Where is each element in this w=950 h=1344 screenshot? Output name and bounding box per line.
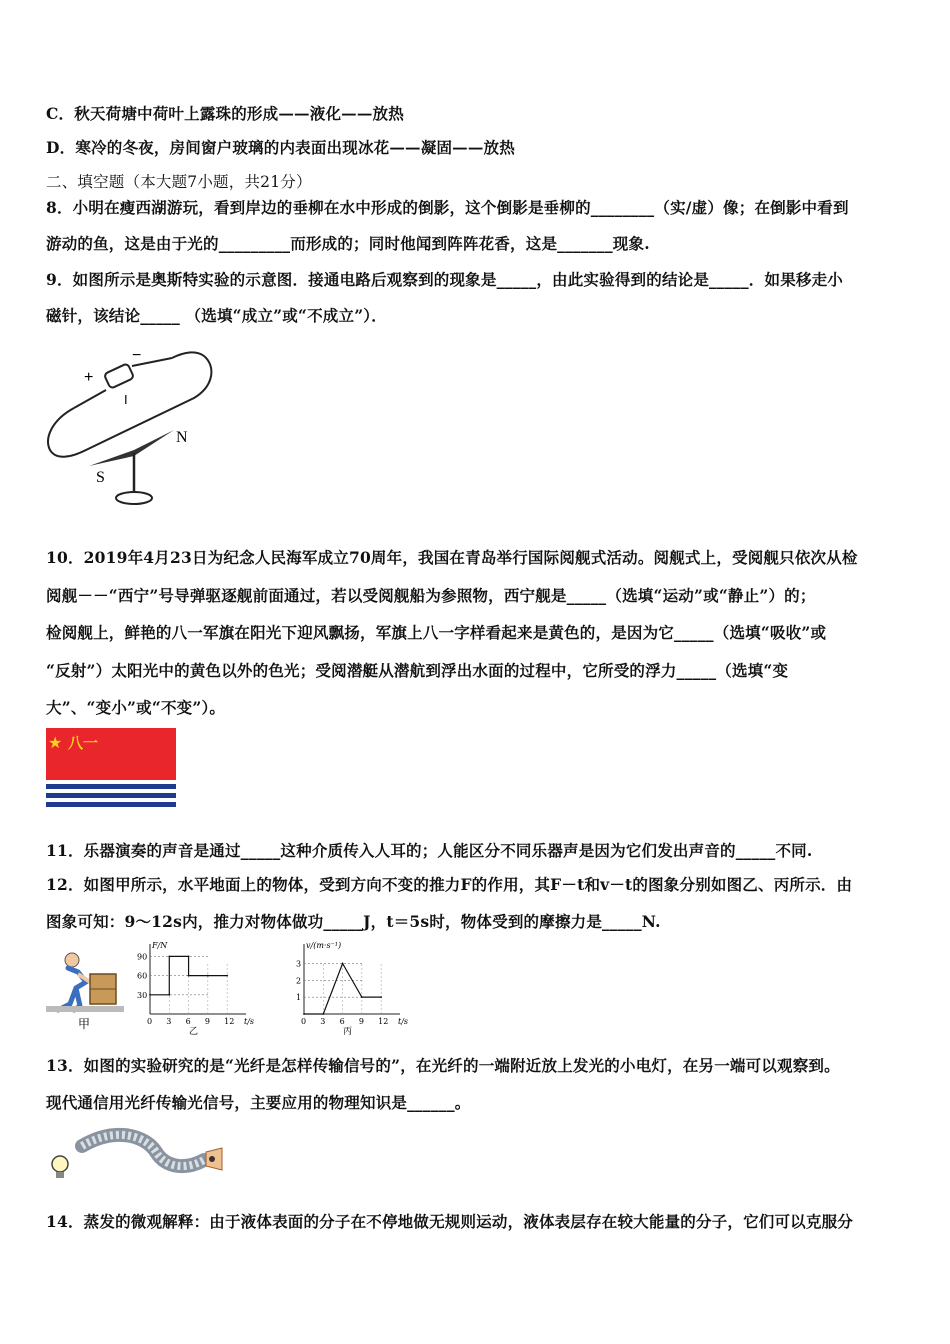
q14-line1: 14．蒸发的微观解释：由于液体表面的分子在不停地做无规则运动，液体表层存在较大能量的分子，它们可以克服分 [46,1212,853,1231]
current-label: I [124,392,128,407]
option-d: D．寒冷的冬夜，房间窗户玻璃的内表面出现冰花——凝固——放热 [46,138,515,157]
q13-line2: 现代通信用光纤传输光信号，主要应用的物理知识是______。 [46,1093,471,1112]
optical-fiber-figure [46,1126,226,1186]
ground [46,1006,124,1012]
fig-jia-label: 甲 [78,1017,91,1031]
y-tick-label: 90 [137,952,148,962]
south-label: S [96,469,105,486]
data-point [207,975,209,977]
q13-line1: 13．如图的实验研究的是“光纤是怎样传输信号的”，在光纤的一端附近放上发光的小电灯，在另一端可以观察到。 [46,1056,840,1075]
force-time-chart [128,940,253,1036]
y-axis-label: v/(m·s⁻¹) [306,941,342,950]
bulb-icon [52,1156,68,1172]
flag-blue-stripe [46,802,176,807]
data-point [322,1013,324,1015]
data-point [226,975,228,977]
x-tick-label: 12 [224,1017,235,1026]
velocity-time-chart [282,940,407,1036]
pupil [209,1156,215,1162]
option-c: C．秋天荷塘中荷叶上露珠的形成——液化——放热 [46,104,404,123]
x-tick-label: 0 [301,1017,307,1026]
x-tick-label: 3 [320,1017,326,1026]
y-axis-label: F/N [152,941,168,950]
data-point [342,963,344,965]
q9-line1: 9．如图所示是奥斯特实验的示意图．接通电路后观察到的现象是_____，由此实验得到的结论是_____．如果移走小 [46,270,843,289]
flag-blue-stripe [46,784,176,789]
q9-line2: 磁针，该结论_____ （选填“成立”或“不成立”）． [46,306,387,325]
chart-title: 丙 [343,1027,353,1037]
y-tick-label: 60 [137,971,148,981]
y-tick-label: 2 [296,976,302,986]
flag-blue-stripe [46,793,176,798]
x-axis-label: t/s [244,1017,255,1026]
stand-base [116,492,152,504]
wire-segment [74,390,106,408]
chart-title: 乙 [189,1027,199,1037]
x-tick-label: 12 [378,1017,389,1026]
q10-line5: 大”、“变小”或“不变”）。 [46,698,226,717]
data-point [303,1013,305,1015]
q8-line2: 游动的鱼，这是由于光的_________而形成的；同时他闻到阵阵花香，这是_______现象. [46,234,650,253]
x-tick-label: 6 [339,1017,345,1026]
north-label: N [176,429,188,446]
compass-needle [89,430,174,466]
q10-line4: “反射”）太阳光中的黄色以外的色光；受阅潜艇从潜航到浮出水面的过程中，它所受的浮力_____（选填“变 [46,661,789,680]
y-tick-label: 1 [296,993,302,1003]
q10-line3: 检阅舰上，鲜艳的八一军旗在阳光下迎风飘扬，军旗上八一字样看起来是黄色的，是因为它_____（选填“吸收”或 [46,623,827,642]
data-point [149,994,151,996]
data-point [361,996,363,998]
section-heading: 二、填空题（本大题7小题，共21分） [46,173,312,191]
star-icon: ★ [48,733,63,752]
data-point [168,956,170,958]
x-tick-label: 0 [147,1017,153,1026]
x-axis-label: t/s [398,1017,409,1026]
minus-label: − [132,347,142,364]
data-point [380,996,382,998]
data-point [168,994,170,996]
q10-line1: 10．2019年4月23日为纪念人民海军成立70周年，我国在青岛举行国际阅舰式活动。阅舰式上，受阅舰只依次从检 [46,548,858,567]
x-tick-label: 9 [358,1017,364,1026]
bulb-base [56,1172,64,1178]
q12-line2: 图象可知：9～12s内，推力对物体做功_____J，t＝5s时，物体受到的摩擦力是_____N. [46,912,661,931]
q12-line1: 12．如图甲所示，水平地面上的物体，受到方向不变的推力F的作用，其F－t和v－t的图象分别如图乙、丙所示．由 [46,875,853,894]
flag-text: 八一 [68,734,99,752]
x-tick-label: 6 [185,1017,191,1026]
naval-flag-figure [46,728,176,810]
q10-line2: 阅舰－－“西宁”号导弹驱逐舰前面通过，若以受阅舰船为参照物，西宁舰是_____（选填“运动”或“静止”）的； [46,586,816,605]
q8-line1: 8．小明在瘦西湖游玩，看到岸边的垂柳在水中形成的倒影，这个倒影是垂柳的________（实/虚）像；在倒影中看到 [46,198,849,217]
y-tick-label: 3 [296,959,302,969]
q11-line1: 11．乐器演奏的声音是通过_____这种介质传入人耳的；人能区分不同乐器声是因为它们发出声音的_____不同. [46,841,813,860]
x-tick-label: 9 [204,1017,210,1026]
pushing-figure [46,948,126,1034]
y-tick-label: 30 [137,990,148,1000]
battery [104,363,134,388]
data-point [188,956,190,958]
oersted-experiment-figure [44,338,224,513]
x-tick-label: 3 [166,1017,172,1026]
data-point [188,975,190,977]
person-head [65,953,79,967]
flag-red-field [46,728,176,780]
plus-label: + [84,369,94,386]
